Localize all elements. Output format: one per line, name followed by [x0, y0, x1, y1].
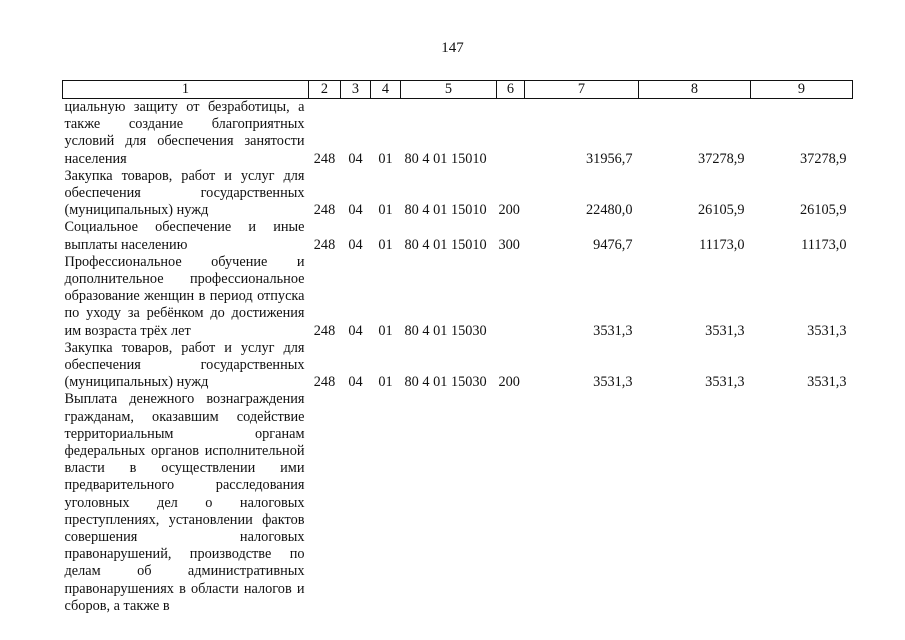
page-number: 147 — [441, 40, 464, 56]
row-amount-col7: 31956,7 — [586, 150, 633, 167]
row-subsection-code: 01 — [378, 374, 393, 391]
row-description: Выплата денежного вознаграждения гражданам, оказавшим содействие территориальным органам федеральных органов исполнительной власти в осуществлении ими предварительного расследования уголовных дел о налоговых преступлениях, установлении фактов совершения налоговых правонарушений, производстве по делам об административных правонарушениях в области налогов и сборов, а также в — [64, 391, 305, 614]
table-row — [63, 99, 853, 168]
col-header-8: 8 — [639, 81, 751, 99]
row-expense-type — [497, 254, 525, 340]
row-amount-col8: 3531,3 — [705, 374, 745, 391]
row-expense-type: 300 — [498, 236, 520, 253]
col-header-9: 9 — [751, 81, 853, 99]
row-section-code: 04 — [348, 374, 363, 391]
row-subsection-code — [371, 391, 401, 615]
col-header-7: 7 — [525, 81, 639, 99]
row-amount-col7 — [525, 391, 639, 615]
row-target-article: 80 4 01 15010 — [404, 150, 487, 167]
table-row — [63, 254, 853, 340]
row-section-code: 04 — [348, 236, 363, 253]
row-subsection-code: 01 — [378, 150, 393, 167]
row-amount-col7: 3531,3 — [593, 322, 633, 339]
table-row — [63, 340, 853, 392]
row-target-article: 80 4 01 15030 — [404, 322, 487, 339]
row-description: Закупка товаров, работ и услуг для обеспечения государственных (муниципальных) нужд — [64, 339, 305, 391]
col-header-3: 3 — [341, 81, 371, 99]
row-amount-col7: 9476,7 — [593, 236, 633, 253]
row-amount-col8: 11173,0 — [699, 236, 745, 253]
row-description: Социальное обеспечение и иные выплаты населению — [64, 219, 305, 253]
row-target-article: 80 4 01 15010 — [404, 236, 487, 253]
col-header-6: 6 — [497, 81, 525, 99]
header-row — [63, 81, 853, 99]
row-chapter-code: 248 — [313, 236, 336, 253]
row-subsection-code: 01 — [378, 202, 393, 219]
row-amount-col8: 37278,9 — [698, 150, 745, 167]
row-chapter-code — [309, 391, 341, 615]
row-target-article: 80 4 01 15010 — [404, 202, 487, 219]
row-section-code — [341, 391, 371, 615]
row-amount-col9: 3531,3 — [807, 322, 847, 339]
row-section-code: 04 — [348, 150, 363, 167]
row-amount-col7: 22480,0 — [586, 202, 633, 219]
row-amount-col9 — [751, 391, 853, 615]
row-amount-col8: 26105,9 — [698, 202, 745, 219]
row-section-code: 04 — [348, 322, 363, 339]
col-header-2: 2 — [309, 81, 341, 99]
col-header-1: 1 — [63, 81, 309, 99]
table-row — [63, 219, 853, 253]
row-target-article — [401, 391, 497, 615]
row-subsection-code: 01 — [378, 236, 393, 253]
row-description: Профессиональное обучение и дополнительное профессиональное образование женщин в период отпуска по уходу за ребёнком до достижения им возраста трёх лет — [64, 253, 305, 339]
row-chapter-code: 248 — [313, 150, 336, 167]
row-amount-col9: 3531,3 — [807, 374, 847, 391]
row-amount-col9: 26105,9 — [800, 202, 847, 219]
row-amount-col9: 11173,0 — [801, 236, 847, 253]
row-chapter-code: 248 — [313, 374, 336, 391]
row-description: циальную защиту от безработицы, а также создание благоприятных условий для обеспечения занятости населения — [64, 99, 305, 167]
row-chapter-code: 248 — [313, 322, 336, 339]
row-section-code: 04 — [348, 202, 363, 219]
col-header-5: 5 — [401, 81, 497, 99]
row-expense-type: 200 — [498, 202, 520, 219]
budget-table — [62, 80, 853, 615]
row-chapter-code: 248 — [313, 202, 336, 219]
table-row — [63, 168, 853, 220]
row-amount-col8: 3531,3 — [705, 322, 745, 339]
row-expense-type — [497, 99, 525, 168]
row-target-article: 80 4 01 15030 — [404, 374, 487, 391]
row-subsection-code: 01 — [378, 322, 393, 339]
row-description: Закупка товаров, работ и услуг для обеспечения государственных (муниципальных) нужд — [64, 167, 305, 219]
row-amount-col8 — [639, 391, 751, 615]
table-row — [63, 391, 853, 615]
row-expense-type: 200 — [498, 374, 520, 391]
col-header-4: 4 — [371, 81, 401, 99]
row-expense-type — [497, 391, 525, 615]
row-amount-col9: 37278,9 — [800, 150, 847, 167]
row-amount-col7: 3531,3 — [593, 374, 633, 391]
